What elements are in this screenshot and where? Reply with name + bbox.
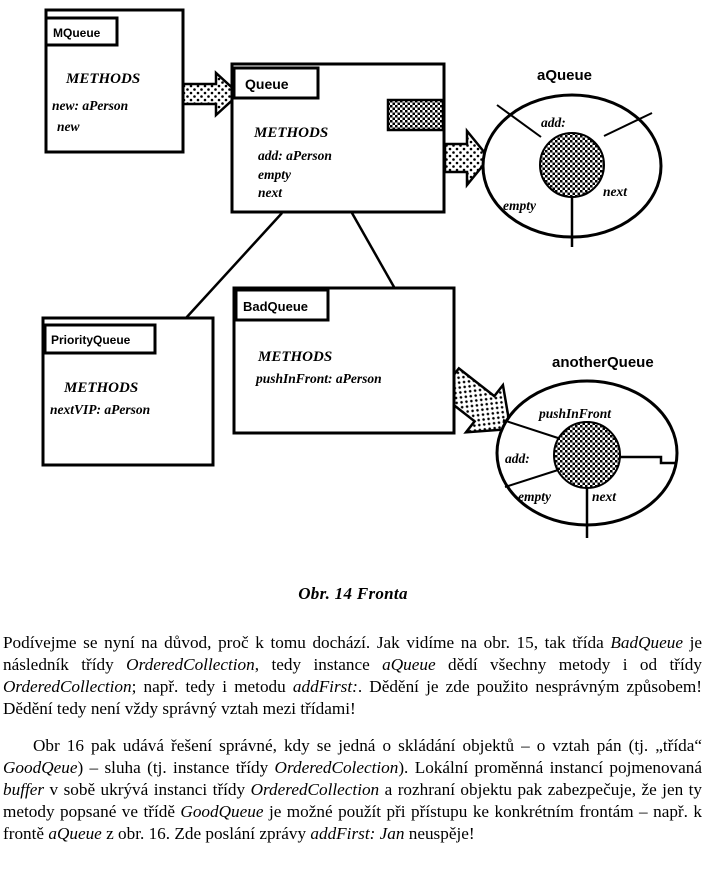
paragraph-2: Obr 16 pak udává řešení správné, kdy se jedná o skládání objektů – o vztah pán (tj. „třída“ GoodQeue) – sluha (tj. instance třídy OrderedColection). Lokální proměnná instancí pojmenovaná buffer v sobě ukrývá instanci třídy OrderedCollection a rozhraní objektu pak zabezpečuje, že jen ty metody popsané ve třídě GoodQueue je možné použít při přístupu ke konkrétním frontám – např. k frontě aQueue z obr. 16. Zde poslání zprávy addFirst: Jan neuspěje! xyxy=(3,736,702,843)
method-item: new: aPerson xyxy=(52,98,129,113)
slot-label: next xyxy=(603,184,628,199)
class-box-priorityqueue xyxy=(43,318,213,465)
instance-anotherqueue xyxy=(497,354,677,538)
methods-title: METHODS xyxy=(64,380,139,396)
slot-label: empty xyxy=(503,198,536,213)
slot-label: next xyxy=(592,489,617,504)
instance-title: aQueue xyxy=(537,67,593,84)
method-item: add: aPerson xyxy=(258,148,332,163)
class-tab-label: PriorityQueue xyxy=(51,333,131,347)
method-item: new xyxy=(57,119,80,134)
methods-title: METHODS xyxy=(66,71,141,87)
slot-label: pushInFront xyxy=(539,406,612,421)
instance-core xyxy=(540,133,604,197)
class-tab-label: Queue xyxy=(245,76,289,92)
instance-core xyxy=(554,422,620,488)
class-box-badqueue xyxy=(234,288,454,433)
class-tab-label: BadQueue xyxy=(243,299,309,314)
class-box-mqueue xyxy=(46,10,183,152)
slot-label: add: xyxy=(505,451,530,466)
paragraph-1: Podívejme se nyní na důvod, proč k tomu dochází. Jak vidíme na obr. 15, tak třída BadQueue je následník třídy OrderedCollection, tedy instance aQueue dědí všechny metody i od třídy OrderedCollection; např. tedy i metodu addFirst:. Dědění je zde použito nesprávným způsobem! Dědění tedy není vždy správný vztah mezi třídami! xyxy=(3,633,702,718)
instance-aqueue xyxy=(483,67,661,247)
methods-title: METHODS xyxy=(254,125,329,141)
method-item: empty xyxy=(258,167,291,182)
method-item: next xyxy=(258,185,283,200)
method-item: nextVIP: aPerson xyxy=(50,402,151,417)
class-tab-label: MQueue xyxy=(53,26,101,40)
slot-label: add: xyxy=(541,115,566,130)
methods-title: METHODS xyxy=(258,349,333,365)
shaded-rect xyxy=(388,100,443,130)
method-item: pushInFront: aPerson xyxy=(256,371,382,386)
class-box-queue xyxy=(232,64,444,212)
instance-title: anotherQueue xyxy=(552,354,654,371)
figure-caption: Obr. 14 Fronta xyxy=(298,584,408,603)
slot-label: empty xyxy=(518,489,551,504)
body-text xyxy=(3,632,702,845)
inheritance-line-queue-badqueue xyxy=(352,213,394,287)
